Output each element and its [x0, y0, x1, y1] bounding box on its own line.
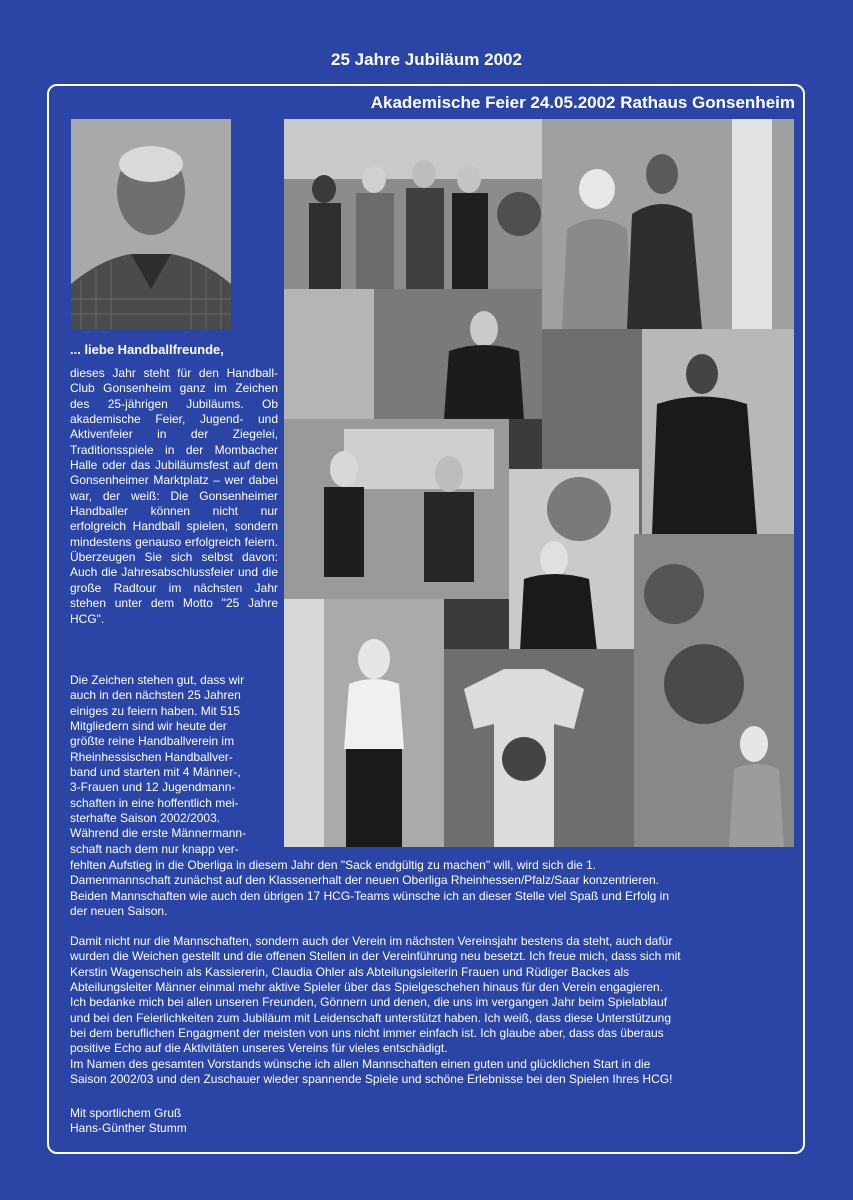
text-line: Saison 2002/03 und den Zuschauer wieder spannende Spiele und schöne Erlebnisse bei den Spielen Ihres HCG! — [70, 1072, 673, 1087]
paragraph-members — [70, 673, 278, 857]
photo-audience-right — [542, 119, 794, 329]
photo-musicians — [284, 419, 509, 599]
text-line: Ich bedanke mich bei allen unseren Freunden, Gönnern und denen, die uns im vergangen Jahr beim Spielablauf — [70, 995, 668, 1010]
event-photo-collage — [284, 119, 794, 847]
text-line: wurden die Weichen gestellt und die offenen Stellen in der Vereinführung neu besetzt. Ich freue mich, dass sich mit — [70, 949, 681, 964]
text-line: Mitgliedern sind wir heute der — [70, 719, 227, 734]
photo-crowd-left — [284, 119, 542, 289]
text-line: positive Echo auf die Aktivitäten unseres Vereins für vieles entschädigt. — [70, 1041, 448, 1056]
paragraph-thanks — [70, 934, 790, 1087]
text-line: Im Namen des gesamten Vorstands wünsche ich allen Mannschaften einen guten und glücklichen Start in die — [70, 1056, 651, 1071]
photo-speaker-1 — [284, 289, 542, 419]
signature-block — [70, 1106, 187, 1137]
intro-paragraph — [70, 366, 278, 627]
text-line: Rheinhessischen Handballver- — [70, 749, 233, 764]
portrait-photo — [71, 119, 231, 329]
photo-flowers — [634, 534, 794, 847]
text-line: der neuen Saison. — [70, 904, 168, 919]
text-line: Damit nicht nur die Mannschaften, sondern auch der Verein im nächsten Vereinsjahr bestens da steht, auch dafür — [70, 934, 673, 948]
text-line: Damenmannschaft zunächst auf den Klassenerhalt der neuen Oberliga Rheinhessen/Pfalz/Saar konzentrieren. — [70, 873, 660, 888]
photo-woman-plate — [284, 599, 444, 847]
text-line: Kerstin Wagenschein als Kassiererin, Claudia Ohler als Abteilungsleiterin Frauen und Rüdiger Backes als — [70, 964, 630, 979]
photo-speaker-3 — [509, 469, 639, 669]
signature-name: Hans-Günther Stumm — [70, 1121, 187, 1136]
text-line: Während die erste Männermann- — [70, 826, 247, 841]
text-line: Beiden Mannschaften wie auch den übrigen 17 HCG-Teams wünsche ich an dieser Stelle viel Spaß und Erfolg in — [70, 888, 670, 903]
text-line: 3-Frauen und 12 Jugendmann- — [70, 780, 236, 795]
paragraph-jubilee: dieses Jahr steht für den Handball-Club Gonsenheim ganz im Zeichen des 25-jährigen Jubiläums. Ob akademische Feier, Jugend- und Aktivenfeier in der Ziegelei, Traditionsspiele in der Mombacher Halle oder das Jubiläumsfest auf dem Gonsenheimer Marktplatz – wer dabei war, der weiß: Die Gonsenheimer Handballer können nicht nur erfolgreich Handball spielen, sondern mindestens genauso erfolgreich feiern. Überzeugen Sie sich selbst davon: Auch die Jahresabschlussfeier und die große Radtour im nächsten Jahr stehen unter dem Motto "25 Jahre HCG". — [70, 366, 278, 626]
text-line: Abteilungsleiter Männer einmal mehr aktive Spieler über das Spielgeschehen hinaus für den Verein engagieren. — [70, 980, 664, 995]
text-line: sterhafte Saison 2002/2003. — [70, 811, 221, 826]
text-line: auch in den nächsten 25 Jahren — [70, 688, 241, 703]
text-line: band und starten mit 4 Männer-, — [70, 765, 241, 780]
text-line: bei dem beruflichen Engagment der meisten von uns nicht immer einfach ist. Ich glaube aber, dass das überaus — [70, 1026, 664, 1041]
text-line: größte reine Handballverein im — [70, 734, 235, 749]
photo-jersey — [444, 649, 634, 847]
page-title: 25 Jahre Jubiläum 2002 — [331, 50, 522, 69]
greeting: ... liebe Handballfreunde, — [70, 342, 224, 357]
text-line: und bei den Feierlichkeiten zum Jubiläum mit Leidenschaft unterstützt haben. Ich weiß, dass diese Unterstützung — [70, 1010, 671, 1025]
text-line: einiges zu feiern haben. Mit 515 — [70, 703, 241, 718]
event-subtitle: Akademische Feier 24.05.2002 Rathaus Gonsenheim — [370, 93, 795, 112]
text-line: Die Zeichen stehen gut, dass wir — [70, 673, 245, 687]
closing-text: Mit sportlichem Gruß — [70, 1106, 182, 1120]
text-line: schaften in eine hoffentlich mei- — [70, 795, 239, 810]
text-line: schaft nach dem nur knapp ver- — [70, 841, 239, 856]
paragraph-members-continued — [70, 858, 790, 919]
text-line: fehlten Aufstieg in die Oberliga in diesem Jahr den "Sack endgültig zu machen" will, wird sich die 1. — [70, 858, 597, 872]
